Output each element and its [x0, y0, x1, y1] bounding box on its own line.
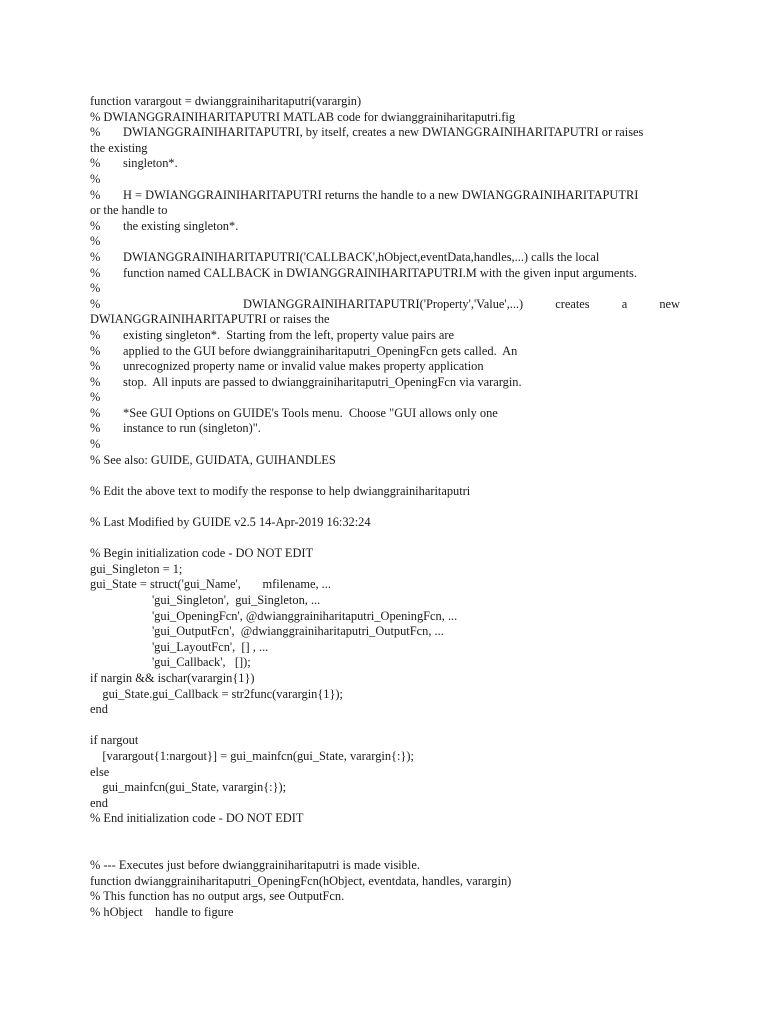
blank-line [90, 499, 680, 515]
code-line: if nargout [90, 733, 139, 748]
blank-line [90, 531, 680, 547]
code-line: DWIANGGRAINIHARITAPUTRI or raises the [90, 312, 330, 327]
code-line: end [90, 702, 108, 717]
code-line: % instance to run (singleton)". [90, 421, 261, 436]
blank-line [90, 468, 680, 484]
code-line: gui_Singleton = 1; [90, 561, 183, 576]
code-line: gui_State = struct('gui_Name', mfilename, ... [90, 577, 331, 592]
code-document [90, 94, 680, 920]
code-line: % DWIANGGRAINIHARITAPUTRI('Property','Value',...) creates a new [90, 296, 680, 311]
code-line: if nargin && ischar(varargin{1}) [90, 670, 255, 685]
code-line: % hObject handle to figure [90, 904, 234, 919]
code-line: function varargout = dwianggrainiharitaputri(varargin) [90, 94, 362, 108]
blank-line [90, 827, 680, 843]
code-line: gui_mainfcn(gui_State, varargin{:}); [90, 780, 287, 795]
code-line: % H = DWIANGGRAINIHARITAPUTRI returns the handle to a new DWIANGGRAINIHARITAPUTRI [90, 187, 639, 202]
code-line: function dwianggrainiharitaputri_OpeningFcn(hObject, eventdata, handles, varargin) [90, 873, 512, 888]
code-line: % *See GUI Options on GUIDE's Tools menu. Choose "GUI allows only one [90, 405, 498, 420]
code-line: the existing [90, 140, 148, 155]
code-line: % End initialization code - DO NOT EDIT [90, 811, 304, 826]
code-line: % [90, 437, 101, 452]
blank-line [90, 843, 680, 859]
code-line: else [90, 764, 110, 779]
code-line: 'gui_Callback', []); [90, 655, 251, 670]
code-line: % Edit the above text to modify the response to help dwianggrainiharitaputri [90, 483, 471, 498]
blank-line [90, 718, 680, 734]
code-line: % DWIANGGRAINIHARITAPUTRI, by itself, creates a new DWIANGGRAINIHARITAPUTRI or raises [90, 125, 644, 140]
code-line: % See also: GUIDE, GUIDATA, GUIHANDLES [90, 452, 336, 467]
code-line: % function named CALLBACK in DWIANGGRAINIHARITAPUTRI.M with the given input arguments. [90, 265, 637, 280]
code-line: 'gui_LayoutFcn', [] , ... [90, 639, 269, 654]
code-line: gui_State.gui_Callback = str2func(varargin{1}); [90, 686, 343, 701]
code-line: % DWIANGGRAINIHARITAPUTRI('CALLBACK',hObject,eventData,handles,...) calls the local [90, 249, 600, 264]
code-line: % This function has no output args, see OutputFcn. [90, 889, 345, 904]
code-line: 'gui_OutputFcn', @dwianggrainiharitaputri_OutputFcn, ... [90, 624, 444, 639]
code-line: % stop. All inputs are passed to dwianggrainiharitaputri_OpeningFcn via varargin. [90, 374, 522, 389]
code-line: % applied to the GUI before dwianggrainiharitaputri_OpeningFcn gets called. An [90, 343, 518, 358]
code-line: % unrecognized property name or invalid value makes property application [90, 359, 484, 374]
code-line: % existing singleton*. Starting from the left, property value pairs are [90, 327, 455, 342]
code-line: % [90, 171, 101, 186]
code-line: % Last Modified by GUIDE v2.5 14-Apr-2019 16:32:24 [90, 515, 371, 530]
code-line: 'gui_OpeningFcn', @dwianggrainiharitaputri_OpeningFcn, ... [90, 608, 458, 623]
code-line: % [90, 234, 101, 249]
code-line: % DWIANGGRAINIHARITAPUTRI MATLAB code for dwianggrainiharitaputri.fig [90, 109, 516, 124]
code-line: % [90, 281, 101, 296]
code-line: [varargout{1:nargout}] = gui_mainfcn(gui_State, varargin{:}); [90, 748, 414, 763]
code-line: 'gui_Singleton', gui_Singleton, ... [90, 593, 321, 607]
code-line: % [90, 390, 101, 405]
code-line: % singleton*. [90, 156, 178, 171]
code-line: % --- Executes just before dwianggrainiharitaputri is made visible. [90, 858, 420, 873]
code-line: or the handle to [90, 203, 168, 218]
code-line: % the existing singleton*. [90, 218, 239, 233]
code-line: end [90, 795, 108, 810]
code-line: % Begin initialization code - DO NOT EDIT [90, 546, 314, 561]
